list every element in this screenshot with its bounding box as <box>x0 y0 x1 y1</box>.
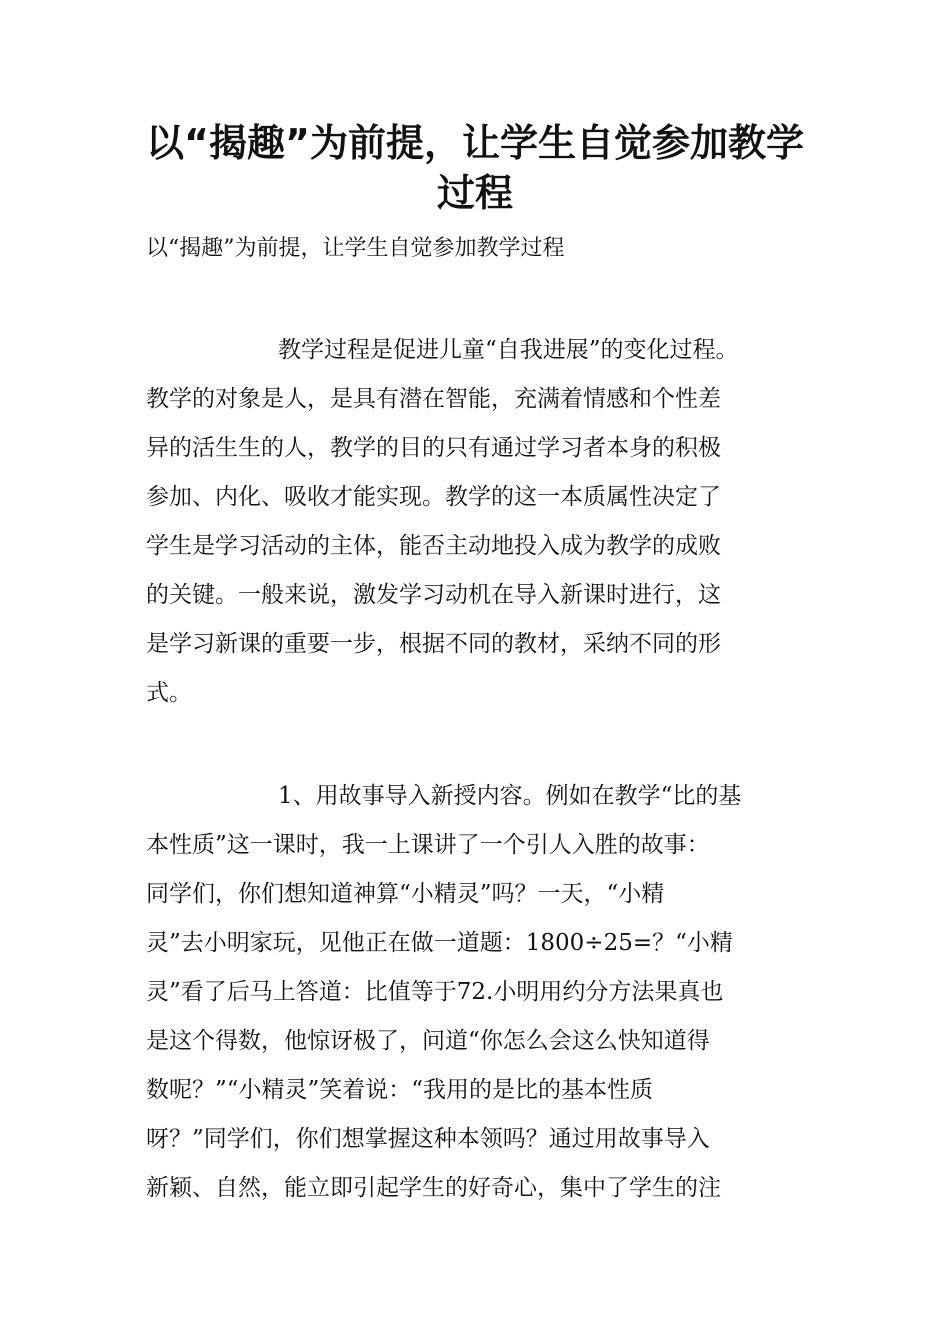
paragraph-line: 学生是学习活动的主体，能否主动地投入成为教学的成败 <box>146 533 721 559</box>
paragraph-line: 新颖、自然，能立即引起学生的好奇心，集中了学生的注 <box>146 1175 721 1201</box>
paragraph-line: 本性质”这一课时，我一上课讲了一个引人入胜的故事： <box>146 832 710 858</box>
paragraph-line: 灵”看了后马上答道：比值等于72.小明用约分方法果真也 <box>146 979 724 1005</box>
paragraph-line: 教学的对象是人，是具有潜在智能，充满着情感和个性差 <box>146 386 721 412</box>
paragraph-line: 是学习新课的重要一步，根据不同的教材，采纳不同的形 <box>146 631 721 657</box>
paragraph-line: 同学们，你们想知道神算“小精灵”吗？一天，“小精 <box>146 881 665 907</box>
paragraph-line: 参加、内化、吸收才能实现。教学的这一本质属性决定了 <box>146 484 721 510</box>
paragraph-line: 是这个得数，他惊讶极了，问道“你怎么会这么快知道得 <box>146 1028 710 1054</box>
document-title: 以“揭趣”为前提，让学生自觉参加教学过程 <box>146 121 804 215</box>
paragraph-line: 1、用故事导入新授内容。例如在教学“比的基 <box>278 783 742 809</box>
document-subtitle: 以“揭趣”为前提，让学生自觉参加教学过程 <box>146 236 565 261</box>
paragraph-line: 呀？”同学们，你们想掌握这种本领吗？通过用故事导入 <box>146 1126 710 1152</box>
paragraph-line: 数呢？”“小精灵”笑着说：“我用的是比的基本性质 <box>146 1077 654 1103</box>
paragraph-line: 的关键。一般来说，激发学习动机在导入新课时进行，这 <box>146 582 721 608</box>
paragraph-line: 灵”去小明家玩，见他正在做一道题：1800÷25=？“小精 <box>146 930 733 956</box>
paragraph-line: 式。 <box>146 680 192 706</box>
paragraph-line: 异的活生生的人，教学的目的只有通过学习者本身的积极 <box>146 435 721 461</box>
paragraph-line: 教学过程是促进儿童“自我进展”的变化过程。 <box>278 337 739 363</box>
